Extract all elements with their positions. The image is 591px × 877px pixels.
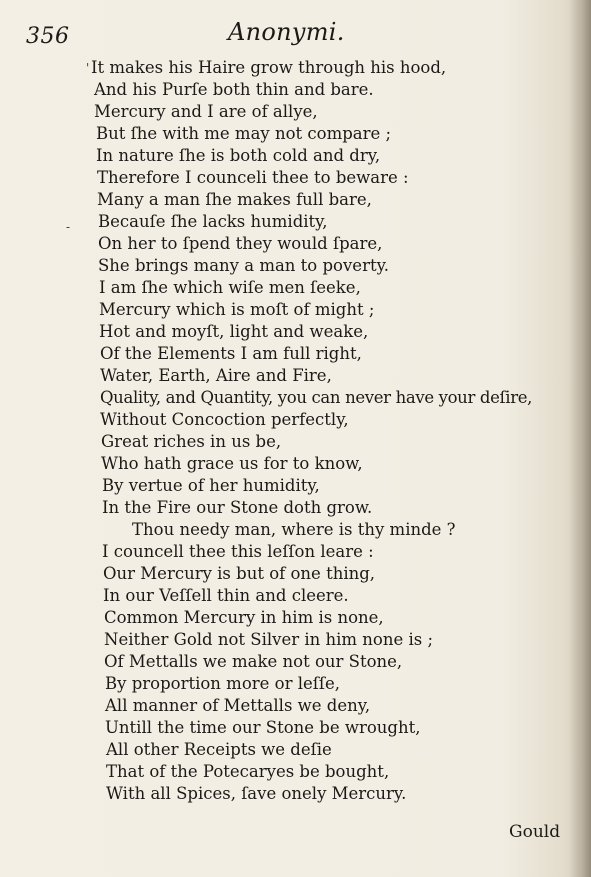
verse-line: Mercury and I are of allye, [94, 102, 318, 121]
verse-line: In the Fire our Stone doth grow. [102, 498, 373, 517]
verse-line: In our Veſſell thin and cleere. [103, 586, 349, 605]
page-number: 356 [26, 24, 70, 49]
verse-line: In nature ſhe is both cold and dry, [96, 146, 381, 165]
verse-line: Hot and moyſt, light and weake, [99, 322, 369, 341]
margin-mark: ' [86, 61, 90, 75]
verse-line: Many a man ſhe makes full bare, [97, 190, 372, 209]
verse-line: I am ſhe which wiſe men ſeeke, [99, 278, 361, 297]
verse-line: Water, Earth, Aire and Fire, [100, 366, 332, 385]
verse-line: By vertue of her humidity, [102, 476, 320, 495]
verse-line: Quality, and Quantity, you can never have your deſire, [100, 388, 533, 407]
running-head: Anonymi. [228, 18, 345, 46]
verse-line: Common Mercury in him is none, [104, 608, 384, 627]
verse-line: Our Mercury is but of one thing, [103, 564, 376, 583]
verse-line: Becauſe ſhe lacks humidity, [98, 212, 328, 231]
verse-line: But ſhe with me may not compare ; [96, 124, 392, 143]
catchword: Gould [509, 822, 561, 842]
verse-line: She brings many a man to poverty. [98, 256, 389, 275]
verse-line: That of the Potecaryes be bought, [106, 762, 390, 781]
verse-line: Untill the time our Stone be wrought, [105, 718, 421, 737]
page-edge-shadow [569, 0, 591, 877]
verse-line: Great riches in us be, [101, 432, 282, 451]
verse-line: Mercury which is moſt of might ; [99, 300, 375, 319]
verse-line: And his Purſe both thin and bare. [94, 80, 374, 99]
verse-line: All manner of Mettalls we deny, [105, 696, 371, 715]
verse-line: All other Receipts we deſie [106, 740, 332, 759]
verse-line: It makes his Haire grow through his hood, [91, 58, 447, 77]
verse-line: I councell thee this leſſon leare : [102, 542, 374, 561]
verse-line: Without Concoction perfectly, [100, 410, 349, 429]
verse-line: Thou needy man, where is thy minde ? [132, 520, 456, 539]
verse-line: Of Mettalls we make not our Stone, [104, 652, 403, 671]
verse-line: On her to ſpend they would ſpare, [98, 234, 383, 253]
verse-line: Neither Gold not Silver in him none is ; [104, 630, 434, 649]
verse-line: Who hath grace us for to know, [101, 454, 363, 473]
verse-line: Of the Elements I am full right, [100, 344, 362, 363]
verse-line: By proportion more or leſſe, [105, 674, 340, 693]
verse-line: Therefore I counceli thee to beware : [97, 168, 409, 187]
verse-line: With all Spices, ſave onely Mercury. [106, 784, 407, 803]
margin-mark: - [66, 220, 71, 234]
